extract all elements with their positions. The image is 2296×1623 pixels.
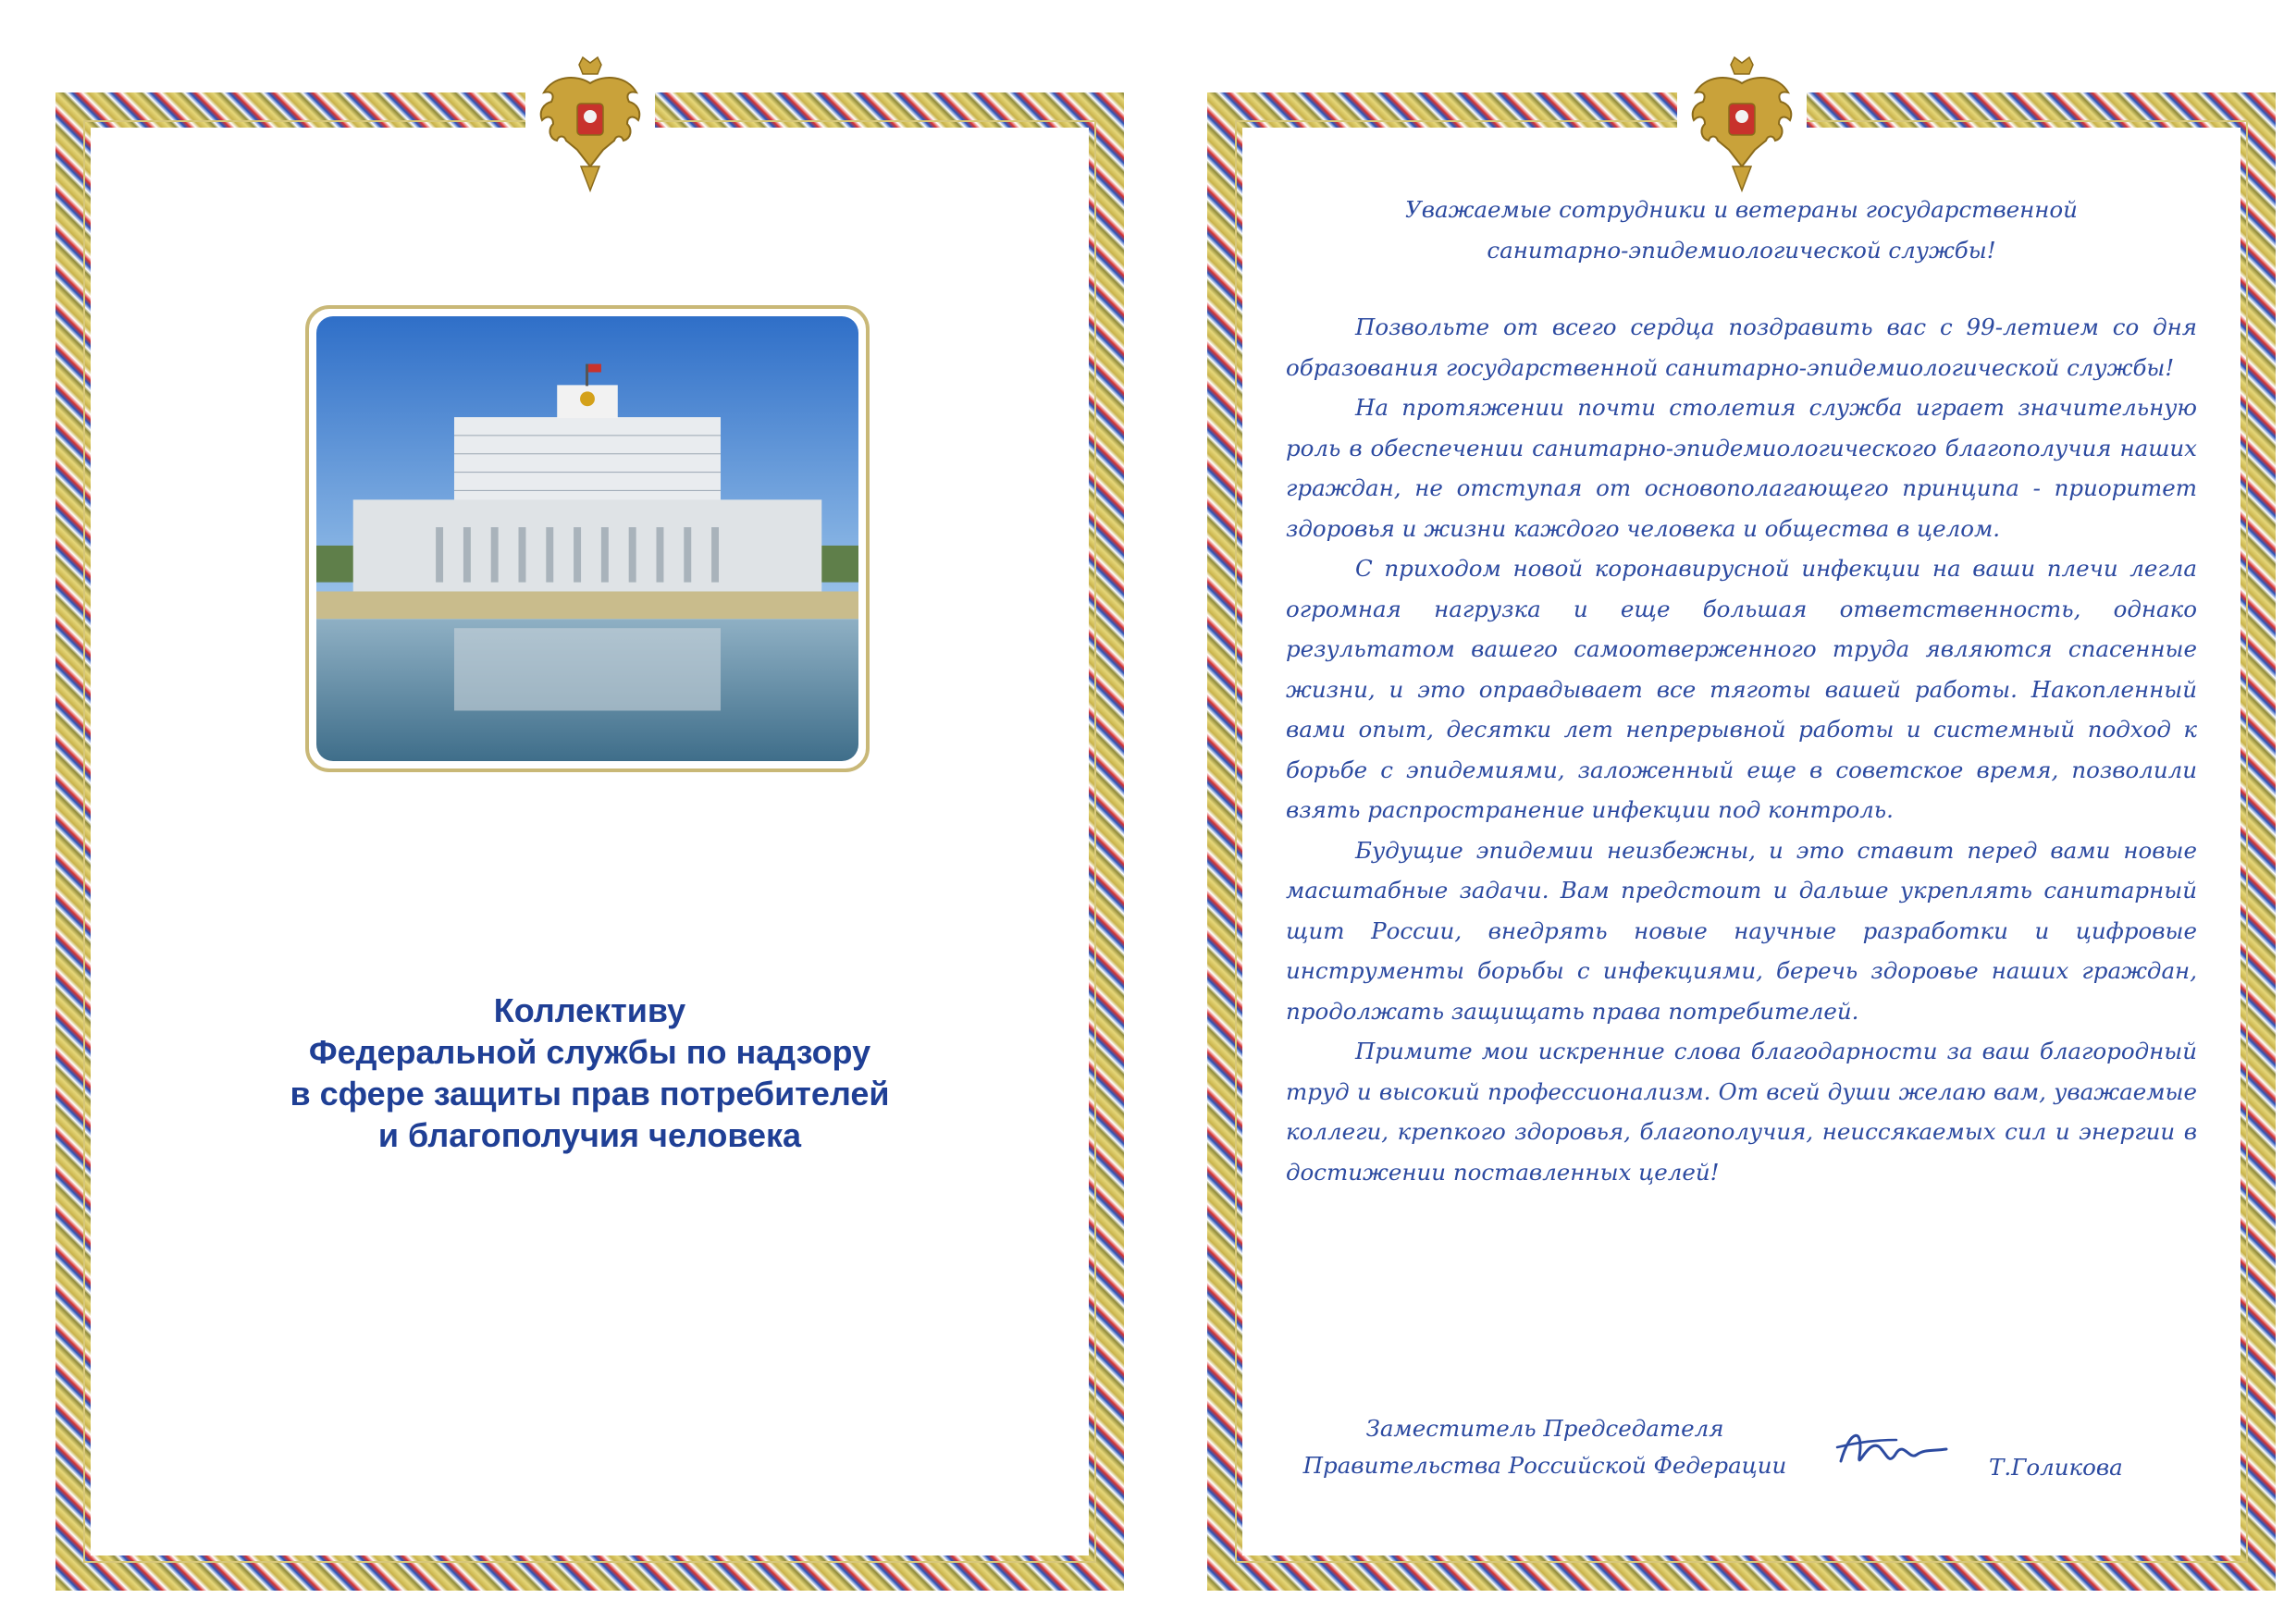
left-page	[56, 92, 1124, 1591]
addressee-heading	[111, 990, 1068, 1156]
letter-paragraph: Позвольте от всего сердца поздравить вас с 99-летием со дня образования государственной санитарно-эпидемиологической службы!	[1286, 314, 2197, 381]
coat-of-arms-icon	[525, 55, 655, 194]
addressee-line: и благополучия человека	[377, 1116, 802, 1154]
salutation	[1286, 190, 2197, 270]
signatory-position-line: Правительства Российской Федерации	[1302, 1452, 1787, 1479]
letter-body	[1286, 190, 2197, 1192]
addressee-line: в сфере защиты прав потребителей	[290, 1075, 890, 1113]
signatory-position-line: Заместитель Председателя	[1365, 1415, 1724, 1442]
right-page	[1207, 92, 2276, 1591]
addressee-line: Федеральной службы по надзору	[308, 1033, 871, 1071]
letter-paragraph: Будущие эпидемии неизбежны, и это ставит перед вами новые масштабные задачи. Вам предстоит и дальше укреплять санитарный щит России, внедрять новые научные разработки и цифровые инструменты борьбы с инфекциями, беречь здоровье наших граждан, продолжать защищать права потребителей.	[1286, 836, 2197, 1025]
letter-paragraph: С приходом новой коронавирусной инфекции на ваши плечи легла огромная нагрузка и еще большая ответственность, однако результатом вашего самоотверженного труда являются спасенные жизни, и это оправдывает все тяготы вашей работы. Накопленный вами опыт, десятки лет непрерывной работы и системный подход к борьбе с эпидемиями, заложенный еще в советское время, позволили взять распространение инфекции под контроль.	[1286, 555, 2197, 823]
government-house-photo	[305, 305, 870, 772]
salutation-line: Уважаемые сотрудники и ветераны государственной	[1405, 196, 2078, 223]
letter-paragraph: Примите мои искренние слова благодарности за ваш благородный труд и высокий профессионализм. От всей души желаю вам, уважаемые коллеги, крепкого здоровья, благополучия, неиссякаемых сил и энергии в достижении поставленных целей!	[1286, 1038, 2197, 1186]
signature-mark	[1832, 1420, 1952, 1484]
salutation-line: санитарно-эпидемиологической службы!	[1487, 236, 1996, 264]
coat-of-arms-icon	[1677, 55, 1807, 194]
signatory-name: Т.Голикова	[1989, 1454, 2123, 1481]
letter-paragraph: На протяжении почти столетия служба играет значительную роль в обеспечении санитарно-эпидемиологического благополучия наших граждан, не отступая от основополагающего принципа - приоритет здоровья и жизни каждого человека и общества в целом.	[1286, 394, 2197, 542]
addressee-line: Коллективу	[493, 991, 686, 1029]
signatory-position	[1286, 1410, 1804, 1484]
